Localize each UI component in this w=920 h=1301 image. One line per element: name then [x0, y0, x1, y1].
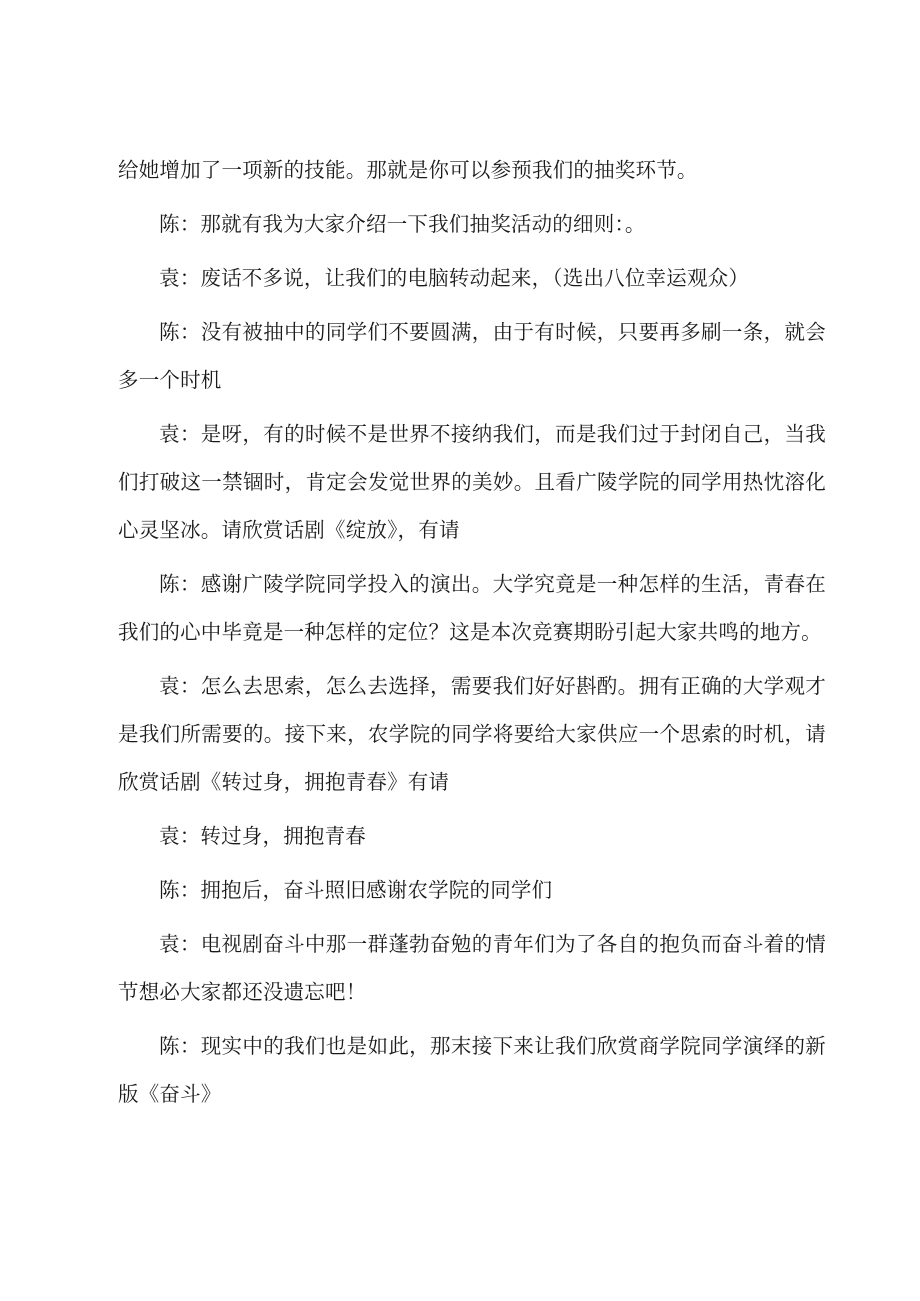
paragraph-9: 陈：拥抱后，奋斗照旧感谢农学院的同学们	[159, 878, 553, 902]
paragraph-6: 陈：感谢广陵学院同学投入的演出。大学究竟是一种怎样的生活，青春在我们的心中毕竟是一种怎样的定位？这是本次竞赛期盼引起大家共鸣的地方。	[118, 572, 826, 644]
paragraph-10: 袁：电视剧奋斗中那一群蓬勃奋勉的青年们为了各自的抱负而奋斗着的情节想必大家都还没遗忘吧！	[118, 932, 826, 1004]
paragraph-7: 袁：怎么去思索，怎么去选择，需要我们好好斟酌。拥有正确的大学观才是我们所需要的。接下来，农学院的同学将要给大家供应一个思索的时机，请欣赏话剧《转过身，拥抱青春》有请	[118, 674, 826, 794]
paragraph-11: 陈：现实中的我们也是如此，那末接下来让我们欣赏商学院同学演绎的新版《奋斗》	[118, 1034, 826, 1106]
paragraph-3: 袁：废话不多说，让我们的电脑转动起来，（选出八位幸运观众）	[159, 266, 750, 290]
paragraph-1: 给她增加了一项新的技能。那就是你可以参预我们的抽奖环节。	[118, 158, 698, 182]
paragraph-8: 袁：转过身，拥抱青春	[159, 824, 366, 848]
paragraph-4: 陈：没有被抽中的同学们不要圆满，由于有时候，只要再多刷一条，就会多一个时机	[118, 320, 826, 392]
paragraph-2: 陈：那就有我为大家介绍一下我们抽奖活动的细则：。	[159, 212, 646, 236]
document-body	[118, 146, 826, 1124]
paragraph-5: 袁：是呀，有的时候不是世界不接纳我们，而是我们过于封闭自己，当我们打破这一禁锢时，肯定会发觉世界的美妙。且看广陵学院的同学用热忱溶化心灵坚冰。请欣赏话剧《绽放》，有请	[118, 422, 826, 542]
